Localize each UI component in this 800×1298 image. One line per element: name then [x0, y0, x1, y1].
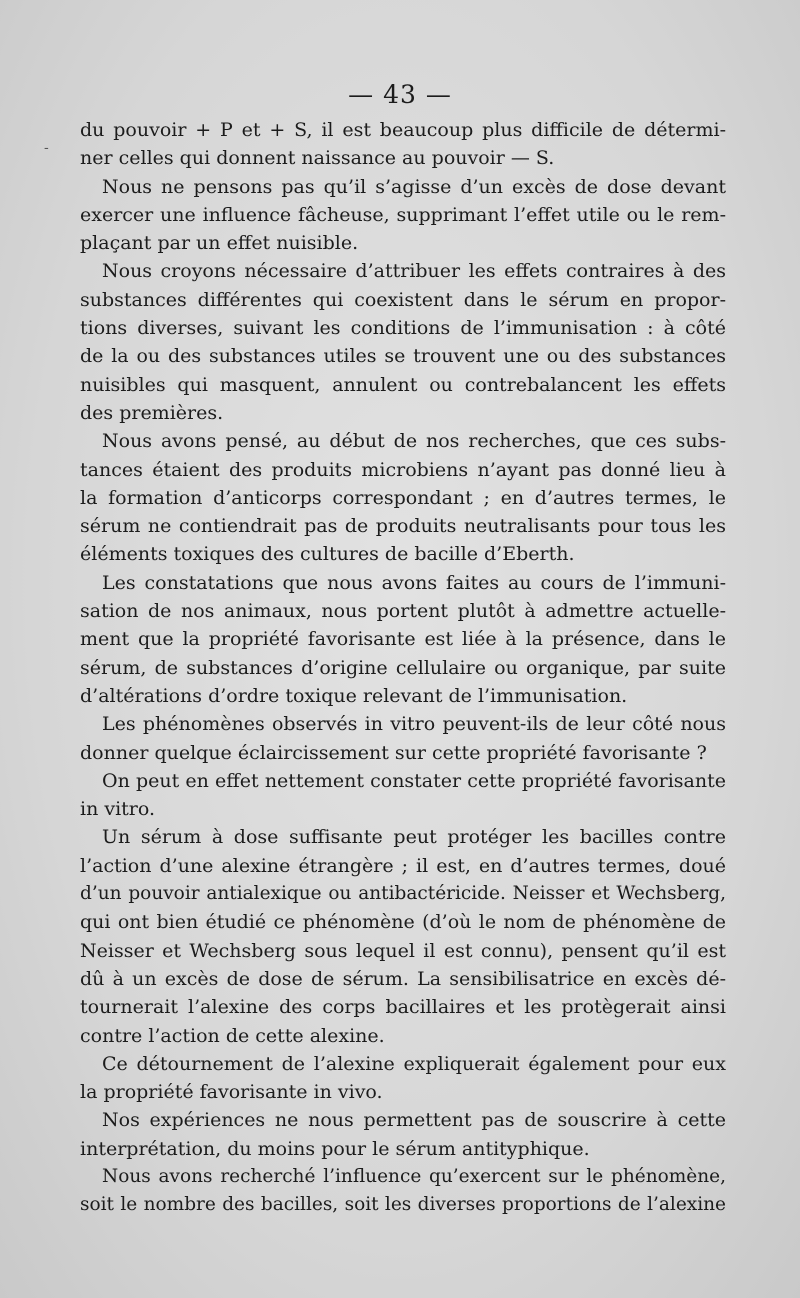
text-line: sérum ne contiendrait pas de produits neutralisants pour tous les [80, 515, 726, 538]
text-line: donner quelque éclaircissement sur cette propriété favorisante ? [80, 741, 707, 764]
text-line: substances différentes qui coexistent dans le sérum en propor- [80, 288, 726, 311]
text-line: Un sérum à dose suffisante peut protéger les bacilles contre [102, 826, 726, 849]
text-line: nuisibles qui masquent, annulent ou contrebalancent les effets [80, 373, 726, 396]
text-line: Ce détournement de l’alexine expliquerait également pour eux [102, 1052, 726, 1075]
text-line: in vitro. [80, 798, 156, 821]
text-line: contre l’action de cette alexine. [80, 1024, 385, 1047]
margin-mark: - [44, 140, 49, 156]
text-line: de la ou des substances utiles se trouvent une ou des substances [80, 345, 726, 368]
text-line: Les phénomènes observés in vitro peuvent-ils de leur côté nous [102, 713, 726, 736]
text-line: d’altérations d’ordre toxique relevant de l’immunisation. [80, 684, 628, 707]
body-text [80, 116, 726, 1220]
text-line: la propriété favorisante in vivo. [80, 1081, 383, 1104]
text-line: Nous avons recherché l’influence qu’exercent sur le phénomène, [102, 1165, 726, 1187]
text-line: d’un pouvoir antialexique ou antibactéricide. Neisser et Wechsberg, [80, 883, 726, 905]
text-line: Nous avons pensé, au début de nos recherches, que ces subs- [102, 430, 726, 453]
text-line: tions diverses, suivant les conditions de l’immunisation : à côté [80, 317, 726, 340]
text-line: éléments toxiques des cultures de bacille d’Eberth. [80, 543, 575, 566]
text-line: sérum, de substances d’origine cellulaire ou organique, par suite [80, 656, 726, 679]
text-line: exercer une influence fâcheuse, supprimant l’effet utile ou le rem- [80, 203, 726, 226]
text-line: l’action d’une alexine étrangère ; il est, en d’autres termes, doué [80, 854, 726, 877]
text-line: plaçant par un effet nuisible. [80, 232, 359, 255]
text-line: du pouvoir + P et + S, il est beaucoup plus difficile de détermi- [80, 119, 726, 141]
text-line: la formation d’anticorps correspondant ; en d’autres termes, le [80, 486, 726, 509]
text-line: Neisser et Wechsberg sous lequel il est connu), pensent qu’il est [80, 939, 726, 962]
text-line: Nous croyons nécessaire d’attribuer les effets contraires à des [102, 260, 726, 283]
text-line: ner celles qui donnent naissance au pouvoir — S. [80, 147, 555, 170]
text-line: dû à un excès de dose de sérum. La sensibilisatrice en excès dé- [80, 967, 726, 990]
text-line: tournerait l’alexine des corps bacillaires et les protègerait ainsi [80, 996, 726, 1019]
text-line: Nos expériences ne nous permettent pas de souscrire à cette [102, 1109, 726, 1132]
text-line: soit le nombre des bacilles, soit les diverses proportions de l’alexine [80, 1194, 726, 1216]
text-line: ment que la propriété favorisante est liée à la présence, dans le [80, 628, 726, 651]
text-line: tances étaient des produits microbiens n’ayant pas donné lieu à [80, 458, 726, 481]
text-line: sation de nos animaux, nous portent plutôt à admettre actuelle- [80, 600, 726, 623]
text-line: Nous ne pensons pas qu’il s’agisse d’un excès de dose devant [102, 175, 726, 198]
text-line: On peut en effet nettement constater cette propriété favorisante [102, 769, 726, 792]
page-number: — 43 — [348, 80, 452, 109]
text-line: interprétation, du moins pour le sérum antityphique. [80, 1137, 590, 1160]
text-line: qui ont bien étudié ce phénomène (d’où le nom de phénomène de [80, 911, 726, 934]
text-line: Les constatations que nous avons faites au cours de l’immuni- [102, 571, 726, 594]
text-line: des premières. [80, 401, 224, 424]
